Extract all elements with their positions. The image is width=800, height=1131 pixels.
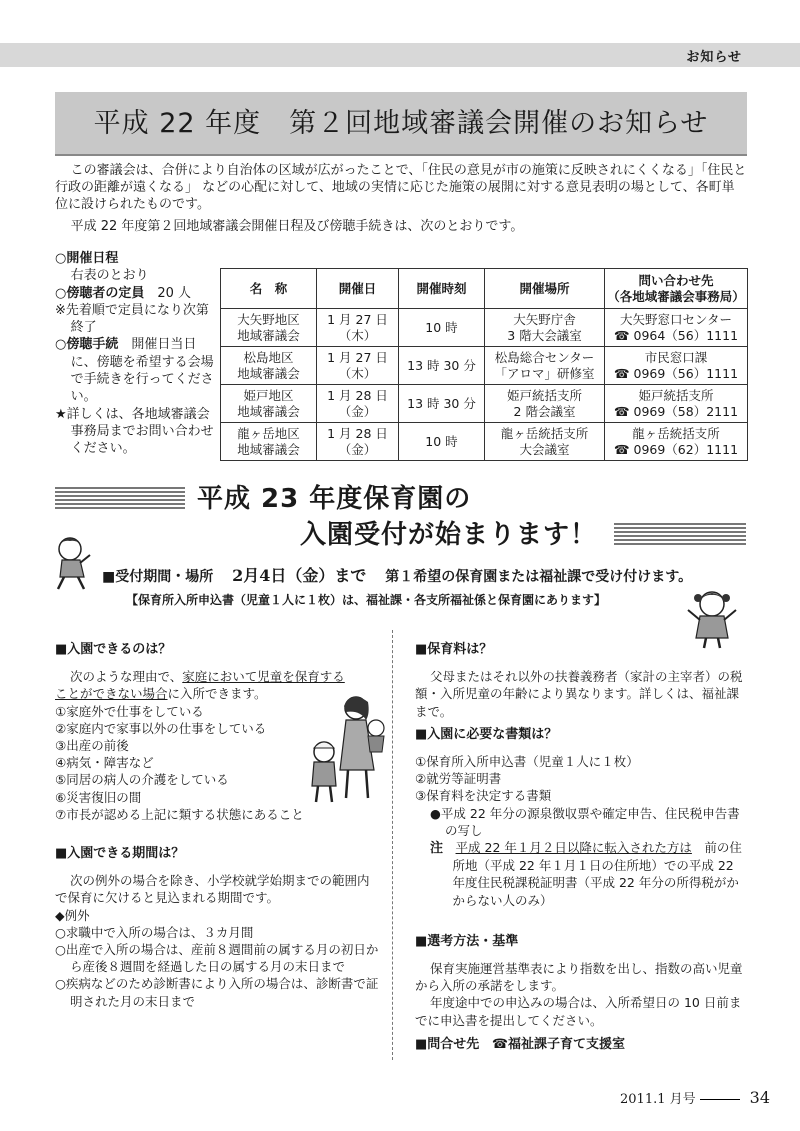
procedure-heading: ○傍聴手続 xyxy=(55,337,119,353)
th-name: 名 称 xyxy=(221,269,317,309)
list-item: ⑦市長が認める上記に類する状態にあること xyxy=(55,806,304,822)
period-place: 第１希望の保育園または福祉課で受け付けます。 xyxy=(385,569,693,585)
list-item: ○出産で入所の場合は、産前８週間前の属する月の初日から産後８週間を経過した日の属する月の末日まで xyxy=(55,942,379,975)
note-underlined: 平成 22 年１月２日以降に転入された方は xyxy=(455,840,692,856)
cell-date: 1 月 28 日 （金） xyxy=(317,385,399,423)
cell-contact: 大矢野窓口センター ☎ 0964（56）1111 xyxy=(605,309,748,347)
notice1-intro-2: 平成 22 年度第２回地域審議会開催日程及び傍聴手続きは、次のとおりです。 xyxy=(70,219,524,234)
section-heading-fee: ■保育料は？ xyxy=(415,642,493,657)
eligibility-text-a: 次のような理由で、 xyxy=(70,669,183,685)
th-date: 開催日 xyxy=(317,269,399,309)
notice2-title-line1: 平成 23 年度保育園の xyxy=(197,484,472,514)
list-item: ○疾病などのため診断書により入所の場合は、診断書で証明された月の末日まで xyxy=(55,976,379,1009)
cell-place: 姫戸統括支所 2 階会議室 xyxy=(485,385,605,423)
schedule-heading: ○開催日程 xyxy=(55,251,119,266)
footer-rule xyxy=(700,1099,740,1100)
note-label: 注 xyxy=(430,841,444,857)
eligibility-text-b: に入所できます。 xyxy=(167,686,267,702)
section-heading-selection: ■選考方法・基準 xyxy=(415,933,519,949)
cell-contact: 龍ヶ岳統括支所 ☎ 0969（62）1111 xyxy=(605,423,748,461)
cell-name: 大矢野地区 地域審議会 xyxy=(221,309,317,347)
page-number: 34 xyxy=(749,1088,770,1107)
column-divider xyxy=(392,630,393,1060)
list-item: ⑤同居の病人の介護をしている xyxy=(55,772,229,788)
cell-contact: 市民窓口課 ☎ 0969（56）1111 xyxy=(605,347,748,385)
cell-time: 13 時 30 分 xyxy=(399,347,485,385)
contact-line xyxy=(415,1035,748,1053)
period-text: 次の例外の場合を除き、小学校就学始期までの範囲内で保育に欠けると見込まれる期間です。 xyxy=(55,873,370,906)
note-rest: 前の住所地（平成 22 年１月１日の住所地）での平成 22 年度住民税課税証明書（平成 22 年分の所得税がかからない人のみ） xyxy=(452,840,742,908)
cell-time: 13 時 30 分 xyxy=(399,385,485,423)
notice1-title: 平成 22 年度 第２回地域審議会開催のお知らせ xyxy=(55,92,747,156)
table-row xyxy=(221,309,748,347)
header-tab-label: お知らせ xyxy=(686,50,742,65)
table-row xyxy=(221,423,748,461)
list-item: ○求職中で入所の場合は、３カ月間 xyxy=(55,924,254,940)
notice2-title-line2: 入園受付が始まります！ xyxy=(300,520,598,550)
eligibility-text-underlined: 家庭において児童を保育することができない場合 xyxy=(55,669,345,702)
period-label: ■受付期間・場所 xyxy=(102,569,214,585)
page-footer xyxy=(620,1088,770,1107)
list-item: ●平成 22 年分の源泉徴収票や確定申告、住民税申告書の写し xyxy=(430,805,740,838)
th-contact xyxy=(605,269,748,309)
schedule-table xyxy=(220,268,748,461)
list-item: ④病気・障害など xyxy=(55,755,154,771)
cell-place: 龍ヶ岳統括支所 大会議室 xyxy=(485,423,605,461)
application-form-note: 【保育所入所申込書（児童１人に１枚）は、福祉課・各支所福祉係と保育園にあります】 xyxy=(126,593,607,607)
issue-label: 2011.1 月号 xyxy=(620,1092,696,1107)
title-stripes-left xyxy=(55,487,185,509)
cell-date: 1 月 28 日 （金） xyxy=(317,423,399,461)
cell-date: 1 月 27 日 （木） xyxy=(317,309,399,347)
schedule-text: 右表のとおり xyxy=(70,268,149,284)
cell-place: 松島総合センター 「アロマ」研修室 xyxy=(485,347,605,385)
mother-children-illustration xyxy=(300,690,392,808)
cell-time: 10 時 xyxy=(399,423,485,461)
contact-value: ☎福祉課子育て支援室 xyxy=(491,1036,626,1052)
list-item: ③出産の前後 xyxy=(55,738,129,754)
title-stripes-right xyxy=(614,523,746,545)
table-row xyxy=(221,347,748,385)
list-item: ③保育料を決定する書類 xyxy=(415,788,552,804)
list-item: ①家庭外で仕事をしている xyxy=(55,703,204,719)
document-list xyxy=(415,753,748,909)
th-place: 開催場所 xyxy=(485,269,605,309)
table-row xyxy=(221,385,748,423)
header-tab xyxy=(0,43,800,67)
cell-contact: 姫戸統括支所 ☎ 0969（58）2111 xyxy=(605,385,748,423)
transfer-note xyxy=(423,839,749,909)
contact-note: ★詳しくは、各地域審議会事務局までお問い合わせください。 xyxy=(55,406,214,457)
notice1-intro: この審議会は、合併により自治体の区域が広がったことで、「住民の意見が市の施策に反映されにくくなる」「住民と行政の距離が遠くなる」 などの心配に対して、地域の実情に応じた施策の展開に対する意見表明の場として、各町単位に設けられたものです。 xyxy=(55,163,747,212)
capacity-heading: ○傍聴者の定員 xyxy=(55,285,145,301)
cell-time: 10 時 xyxy=(399,309,485,347)
right-column xyxy=(415,641,748,1053)
notice1-info-list xyxy=(55,250,215,458)
child-running-illustration xyxy=(50,535,96,593)
table-header-row xyxy=(221,269,748,309)
th-contact-text: 問い合わせ先 （各地域審議会事務局） xyxy=(607,272,745,304)
capacity-value: 20 人 xyxy=(157,285,192,301)
cell-name: 龍ヶ岳地区 地域審議会 xyxy=(221,423,317,461)
list-item: ⑥災害復旧の間 xyxy=(55,789,142,805)
section-heading-documents: ■入園に必要な書類は？ xyxy=(415,726,558,742)
section-heading-eligibility: ■入園できるのは？ xyxy=(55,642,172,657)
procedure-text: 開催日当日に、傍聴を希望する会場で手続きを行ってください。 xyxy=(70,337,214,405)
th-time: 開催時刻 xyxy=(399,269,485,309)
reception-period xyxy=(102,563,692,586)
list-item: ②就労等証明書 xyxy=(415,771,502,787)
section-heading-period: ■入園できる期間は？ xyxy=(55,846,185,862)
list-item: ①保育所入所申込書（児童１人に１枚） xyxy=(415,754,639,770)
fee-text: 父母またはそれ以外の扶養義務者（家計の主宰者）の税額・入所児童の年齢により異なります。詳しくは、福祉課まで。 xyxy=(415,669,743,719)
exceptions-heading: ◆例外 xyxy=(55,907,90,923)
cell-date: 1 月 27 日 （木） xyxy=(317,347,399,385)
list-item: ②家庭内で家事以外の仕事をしている xyxy=(55,720,267,736)
contact-label: ■問合せ先 xyxy=(415,1036,480,1052)
period-date: 2月4日（金）まで xyxy=(232,566,367,585)
selection-text-2: 年度途中での申込みの場合は、入所希望日の 10 日前までに申込書を提出してください。 xyxy=(415,995,742,1028)
selection-text: 保育実施運営基準表により指数を出し、指数の高い児童から入所の承諾をします。 xyxy=(415,961,743,994)
capacity-note: ※先着順で定員になり次第終了 xyxy=(55,302,209,336)
cell-name: 松島地区 地域審議会 xyxy=(221,347,317,385)
cell-name: 姫戸地区 地域審議会 xyxy=(221,385,317,423)
cell-place: 大矢野庁舎 3 階大会議室 xyxy=(485,309,605,347)
